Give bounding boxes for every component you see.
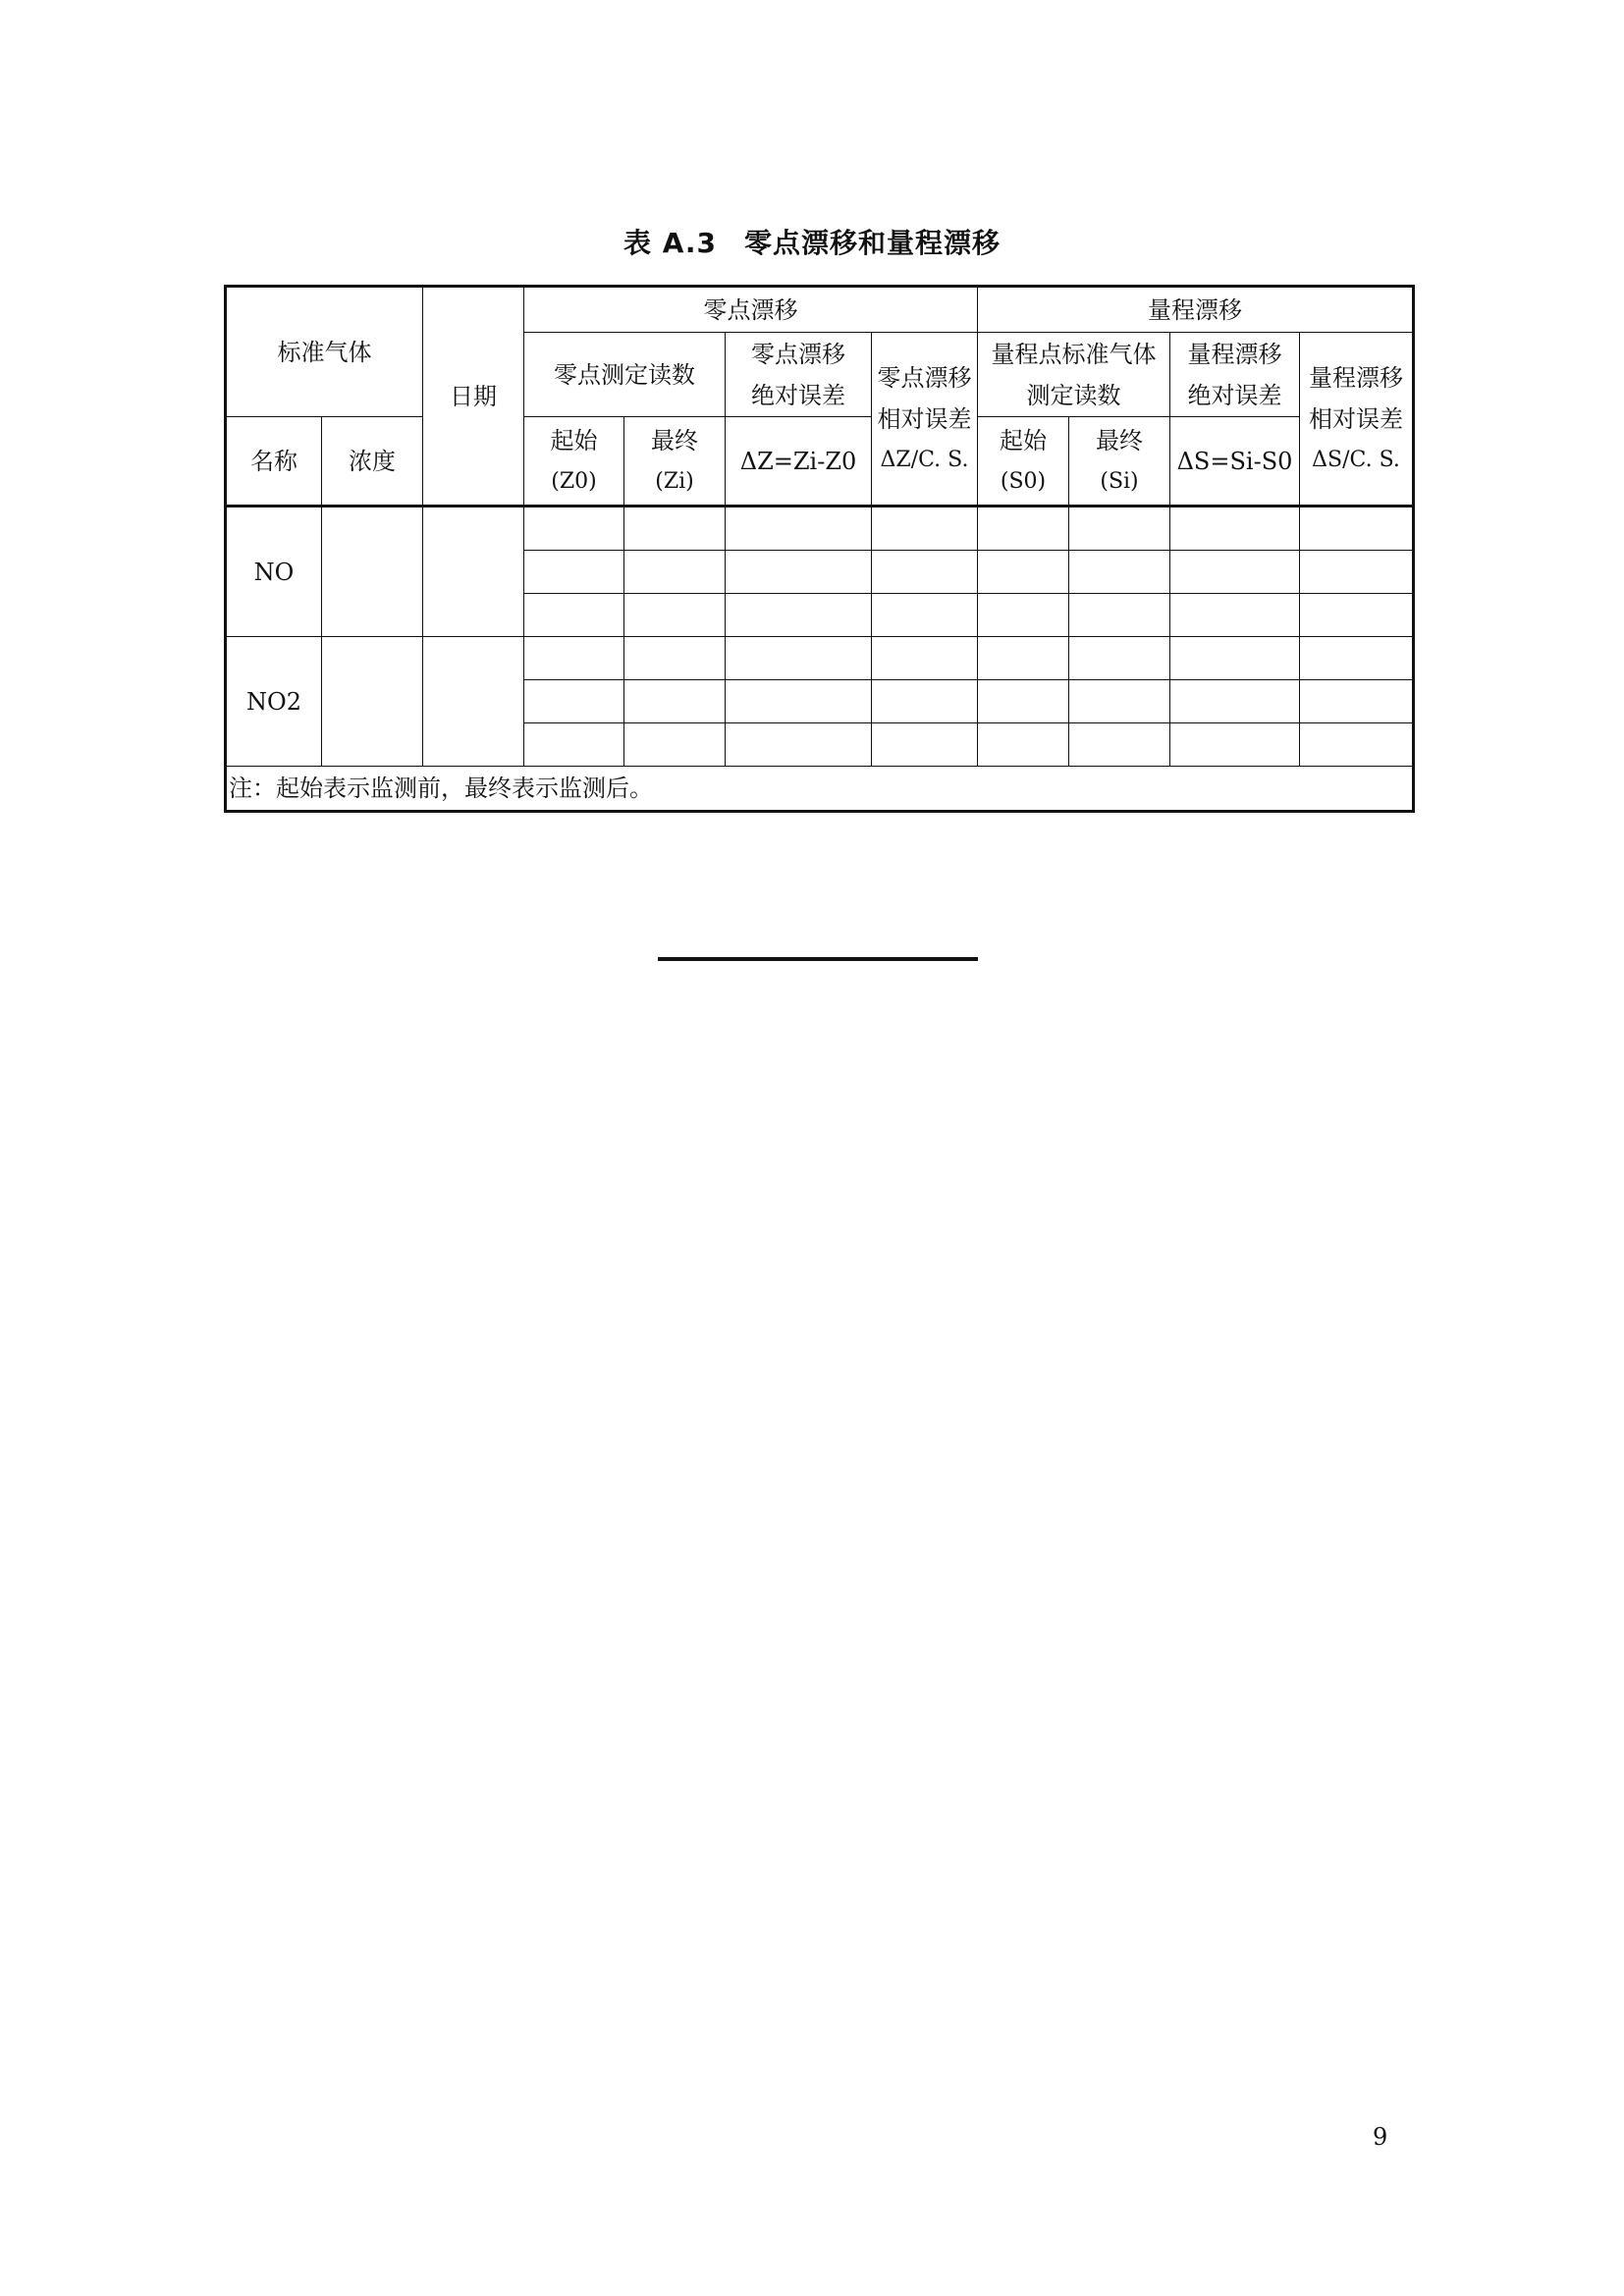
header-zero-abs-error: 零点漂移 绝对误差 [726, 333, 872, 417]
concentration-cell [322, 507, 423, 637]
page-number: 9 [1373, 2123, 1388, 2151]
header-dz-formula: ΔZ=Zi-Z0 [726, 417, 872, 507]
header-zero-drift: 零点漂移 [524, 287, 978, 333]
gas-name-cell: NO [226, 507, 322, 637]
table-note: 注：起始表示监测前，最终表示监测后。 [226, 767, 1414, 812]
zi-label: (Zi) [655, 468, 694, 494]
s0-label: (S0) [1000, 468, 1047, 494]
header-zero-start: 起始 (Z0) [524, 417, 624, 507]
header-name: 名称 [226, 417, 322, 507]
header-span-start: 起始 (S0) [978, 417, 1069, 507]
table-title [0, 222, 1624, 261]
table-number: 表 A.3 [623, 227, 718, 259]
header-span-drift: 量程漂移 [978, 287, 1414, 333]
table-title-text: 零点漂移和量程漂移 [744, 227, 1001, 259]
table-row [226, 637, 1414, 680]
date-cell [423, 507, 524, 637]
date-cell [423, 637, 524, 767]
drift-table [224, 285, 1415, 813]
table-row [226, 507, 1414, 551]
si-label: (Si) [1100, 468, 1139, 494]
header-ds-formula: ΔS=Si-S0 [1170, 417, 1300, 507]
gas-name-cell: NO2 [226, 637, 322, 767]
header-span-final: 最终 (Si) [1069, 417, 1170, 507]
concentration-cell [322, 637, 423, 767]
end-rule [658, 957, 978, 961]
header-span-abs-error: 量程漂移 绝对误差 [1170, 333, 1300, 417]
header-zero-final: 最终 (Zi) [624, 417, 726, 507]
header-zero-rel-error: 零点漂移 相对误差 ΔZ/C. S. [872, 333, 978, 507]
header-zero-reading: 零点测定读数 [524, 333, 726, 417]
z0-label: (Z0) [551, 468, 597, 494]
header-concentration: 浓度 [322, 417, 423, 507]
header-standard-gas: 标准气体 [226, 287, 423, 417]
header-date: 日期 [423, 287, 524, 507]
header-span-reading: 量程点标准气体 测定读数 [978, 333, 1170, 417]
header-span-rel-error: 量程漂移 相对误差 ΔS/C. S. [1300, 333, 1414, 507]
